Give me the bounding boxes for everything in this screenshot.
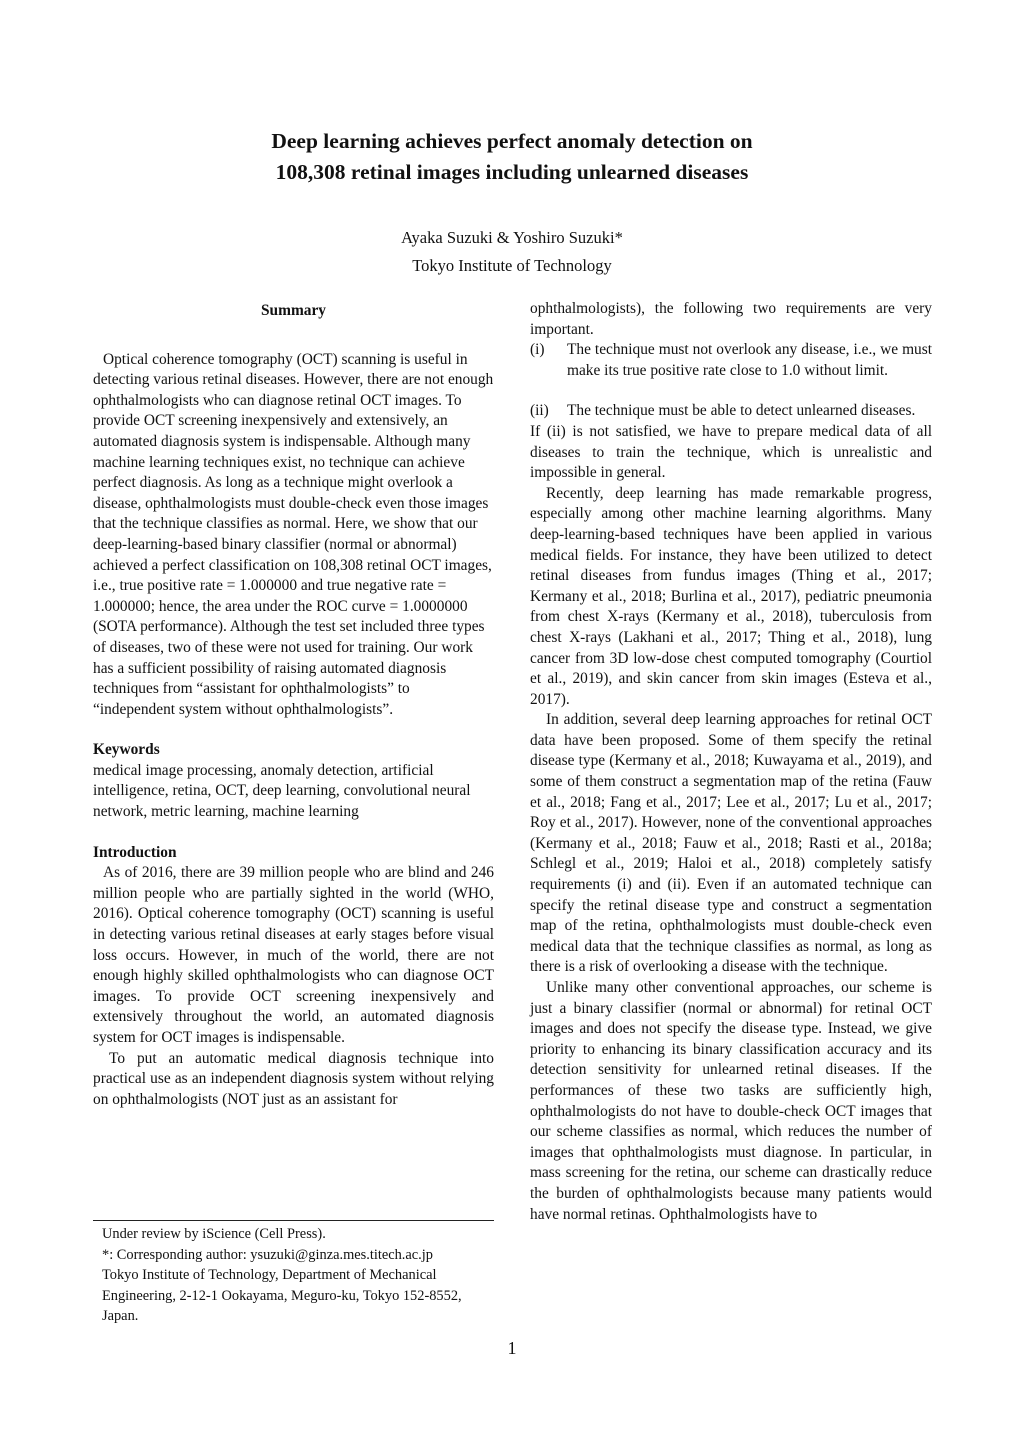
requirement-2-text: The technique must be able to detect unlearned diseases. xyxy=(567,402,916,420)
page-number: 1 xyxy=(507,1338,517,1358)
title-line-2: 108,308 retinal images including unlearned diseases xyxy=(275,160,749,184)
paragraph-unlike: Unlike many other conventional approaches, our scheme is just a binary classifier (normal or abnormal) for retinal OCT images and does not specify the disease type. Instead, we give priority to enhancing its binary classification accuracy and its detection sensitivity for unlearned retinal diseases. If the performances of these two tasks are sufficiently high, ophthalmologists do not have to double-check OCT images that our scheme classifies as normal, which reduces the number of images that ophthalmologists must diagnose. In particular, in mass screening for the retina, our scheme can drastically reduce the burden of ophthalmologists because many patients would have normal retinas. Ophthalmologists have to xyxy=(530,979,932,1223)
author-block xyxy=(0,224,1024,280)
author-affiliation: Tokyo Institute of Technology xyxy=(412,256,612,275)
paragraph-recently: Recently, deep learning has made remarkable progress, especially among other machine learning algorithms. Many deep-learning-based techniques have been applied in various medical fields. For instance, they have been utilized to detect retinal diseases from fundus images (Thing et al., 2017; Kermany et al., 2018; Burlina et al., 2017), pediatric pneumonia from chest X-rays (Kermany et al., 2018), tuberculosis from chest X-rays (Lakhani et al., 2017; Thing et al., 2018), lung cancer from 3D low-dose chest computed tomography (Courtiol et al., 2019), and skin cancer from skin images (Esteva et al., 2017). xyxy=(530,484,932,708)
requirement-2-number: (ii) xyxy=(530,402,549,420)
keywords-heading: Keywords xyxy=(93,741,160,759)
paper-title xyxy=(0,126,1024,188)
requirement-1-text: The technique must not overlook any disease, i.e., we must make its true positive rate close to 1.0 without limit. xyxy=(567,341,932,379)
paragraph-if: If (ii) is not satisfied, we have to prepare medical data of all diseases to train the technique, which is unrealistic and impossible in general. xyxy=(530,422,932,482)
footnote-review: Under review by iScience (Cell Press). xyxy=(102,1226,326,1242)
summary-heading: Summary xyxy=(261,302,326,319)
requirement-1-number: (i) xyxy=(530,341,545,359)
introduction-paragraph-2: To put an automatic medical diagnosis technique into practical use as an independent diagnosis system without relying on ophthalmologists (NOT just as an assistant for xyxy=(93,1049,494,1108)
requirement-2 xyxy=(530,401,932,422)
introduction-paragraph-1: As of 2016, there are 39 million people who are blind and 246 million people who are partially sighted in the world (WHO, 2016). Optical coherence tomography (OCT) scanning is useful in detecting various retinal diseases at early stages before visual loss occurs. However, in much of the world, there are not enough highly skilled ophthalmologists who can diagnose OCT images. To provide OCT screening inexpensively and extensively throughout the world, an automated diagnosis system for OCT images is indispensable. xyxy=(93,864,494,1046)
title-line-1: Deep learning achieves perfect anomaly detection on xyxy=(271,129,753,153)
left-column xyxy=(93,299,494,1110)
keywords-text: medical image processing, anomaly detection, artificial intelligence, retina, OCT, deep learning, convolutional neural network, metric learning, machine learning xyxy=(93,761,471,821)
right-continuation: ophthalmologists), the following two requirements are very important. xyxy=(530,300,932,338)
right-column xyxy=(530,299,932,1225)
footnote-address: Tokyo Institute of Technology, Department of Mechanical Engineering, 2-12-1 Ookayama, Meguro-ku, Tokyo 152-8552, Japan. xyxy=(102,1267,462,1325)
footnote-corresponding: *: Corresponding author: ysuzuki@ginza.mes.titech.ac.jp xyxy=(102,1246,433,1263)
introduction-heading: Introduction xyxy=(93,843,177,861)
paragraph-addition: In addition, several deep learning approaches for retinal OCT data have been proposed. Some of them specify the retinal disease type (Kermany et al., 2018; Kuwayama et al., 2019), and some of them construct a segmentation map of the retina (Fauw et al., 2018; Fang et al., 2017; Lee et al., 2017; Lu et al., 2017; Roy et al., 2017). However, none of the conventional approaches (Kermany et al., 2018; Fauw et al., 2018; Rasti et al., 2018a; Schlegl et al., 2019; Haloi et al., 2018) completely satisfy requirements (i) and (ii). Even if an automated technique can specify the retinal disease type and construct a segmentation map of the retina, ophthalmologists must double-check even medical data that the technique classifies as normal, as long as there is a risk of overlooking a disease with the technique. xyxy=(530,711,932,976)
footnote xyxy=(93,1220,494,1327)
summary-text: Optical coherence tomography (OCT) scanning is useful in detecting various retinal diseases. However, there are not enough ophthalmologists who can diagnose retinal OCT images. To provide OCT screening inexpensively and extensively, an automated diagnosis system is indispensable. Although many machine learning techniques exist, no technique can achieve perfect diagnosis. As long as a technique might overlook a disease, ophthalmologists must double-check even those images that the technique classifies as normal. Here, we show that our deep-learning-based binary classifier (normal or abnormal) achieved a perfect classification on 108,308 retinal OCT images, i.e., true positive rate = 1.000000 and true negative rate = 1.000000; hence, the area under the ROC curve = 1.0000000 (SOTA performance). Although the test set included three types of diseases, two of these were not used for training. Our work has a sufficient possibility of raising automated diagnosis techniques from “assistant for ophthalmologists” to “independent system without ophthalmologists”. xyxy=(93,350,494,718)
requirement-1 xyxy=(530,340,932,381)
author-names: Ayaka Suzuki & Yoshiro Suzuki* xyxy=(401,228,623,247)
